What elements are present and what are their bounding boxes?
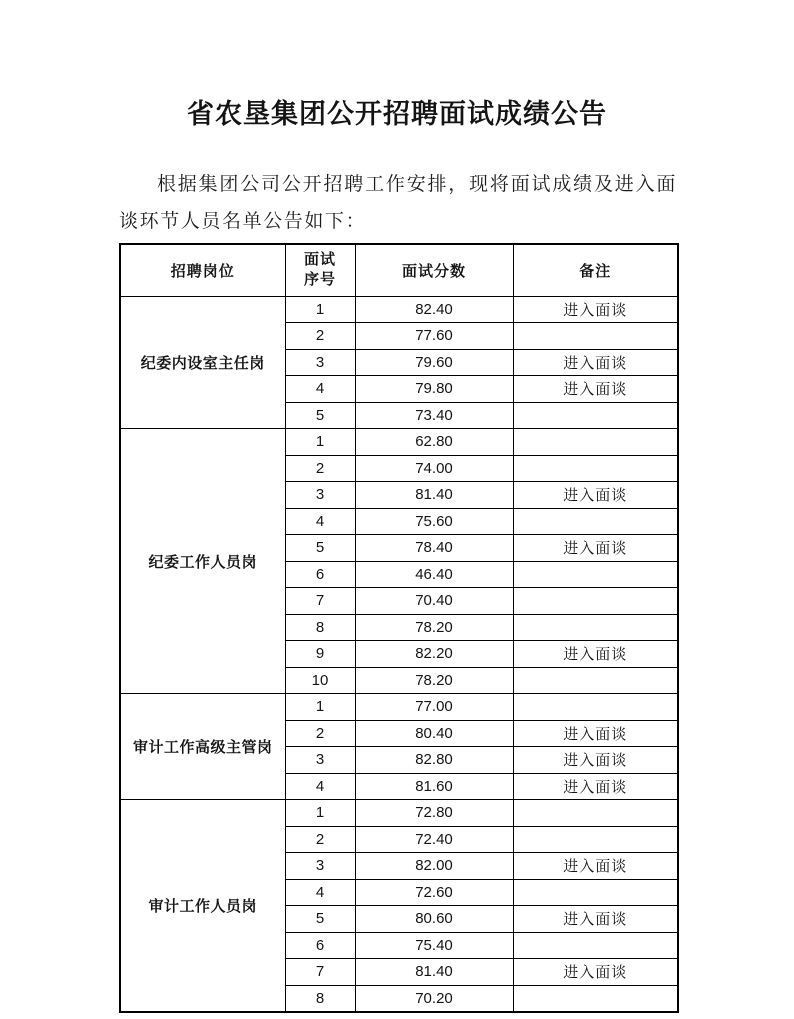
- seq-cell: 3: [285, 853, 355, 880]
- score-cell: 70.20: [355, 985, 513, 1012]
- score-cell: 77.60: [355, 323, 513, 350]
- seq-cell: 1: [285, 296, 355, 323]
- remark-cell: [513, 561, 678, 588]
- remark-cell: [513, 323, 678, 350]
- seq-cell: 8: [285, 985, 355, 1012]
- score-cell: 70.40: [355, 588, 513, 615]
- column-header-position-label: 招聘岗位: [170, 262, 235, 280]
- remark-cell: [513, 932, 678, 959]
- score-cell: 82.00: [355, 853, 513, 880]
- score-cell: 81.40: [355, 482, 513, 509]
- column-header-score-label: 面试分数: [401, 262, 466, 280]
- seq-cell: 8: [285, 614, 355, 641]
- table-row: [120, 429, 678, 456]
- score-cell: 82.80: [355, 747, 513, 774]
- column-header-seq: [285, 244, 355, 296]
- score-cell: 73.40: [355, 402, 513, 429]
- position-cell: 审计工作人员岗: [120, 800, 285, 1012]
- score-cell: 82.20: [355, 641, 513, 668]
- seq-cell: 10: [285, 667, 355, 694]
- score-cell: 80.40: [355, 720, 513, 747]
- score-cell: 72.40: [355, 826, 513, 853]
- seq-cell: 3: [285, 482, 355, 509]
- remark-cell: [513, 402, 678, 429]
- score-table: [119, 243, 679, 1013]
- seq-cell: 1: [285, 800, 355, 827]
- column-header-remark: [513, 244, 678, 296]
- remark-cell: 进入面谈: [513, 720, 678, 747]
- remark-cell: [513, 588, 678, 615]
- remark-cell: [513, 985, 678, 1012]
- remark-cell: 进入面谈: [513, 296, 678, 323]
- score-cell: 78.40: [355, 535, 513, 562]
- remark-cell: [513, 667, 678, 694]
- score-cell: 82.40: [355, 296, 513, 323]
- score-cell: 78.20: [355, 614, 513, 641]
- score-cell: 46.40: [355, 561, 513, 588]
- score-cell: 81.60: [355, 773, 513, 800]
- score-cell: 79.60: [355, 349, 513, 376]
- position-cell: 审计工作高级主管岗: [120, 694, 285, 800]
- remark-cell: 进入面谈: [513, 747, 678, 774]
- remark-cell: [513, 455, 678, 482]
- remark-cell: 进入面谈: [513, 773, 678, 800]
- remark-cell: [513, 614, 678, 641]
- score-table-body: [120, 296, 678, 1012]
- score-cell: 79.80: [355, 376, 513, 403]
- seq-cell: 6: [285, 932, 355, 959]
- remark-cell: 进入面谈: [513, 482, 678, 509]
- seq-cell: 7: [285, 959, 355, 986]
- remark-cell: 进入面谈: [513, 959, 678, 986]
- remark-cell: 进入面谈: [513, 906, 678, 933]
- seq-cell: 4: [285, 508, 355, 535]
- score-cell: 81.40: [355, 959, 513, 986]
- remark-cell: 进入面谈: [513, 535, 678, 562]
- remark-cell: 进入面谈: [513, 853, 678, 880]
- position-cell: 纪委内设室主任岗: [120, 296, 285, 429]
- intro-paragraph: 根据集团公司公开招聘工作安排，现将面试成绩及进入面谈环节人员名单公告如下：: [119, 174, 677, 232]
- seq-cell: 4: [285, 879, 355, 906]
- remark-cell: 进入面谈: [513, 641, 678, 668]
- seq-cell: 7: [285, 588, 355, 615]
- seq-cell: 2: [285, 455, 355, 482]
- seq-cell: 6: [285, 561, 355, 588]
- remark-cell: [513, 508, 678, 535]
- seq-cell: 3: [285, 349, 355, 376]
- table-row: [120, 694, 678, 721]
- table-row: [120, 800, 678, 827]
- seq-cell: 2: [285, 720, 355, 747]
- remark-cell: [513, 800, 678, 827]
- column-header-seq-label: 面试序号: [303, 251, 336, 289]
- seq-cell: 1: [285, 429, 355, 456]
- score-cell: 75.40: [355, 932, 513, 959]
- table-header-row: [120, 244, 678, 296]
- remark-cell: [513, 879, 678, 906]
- column-header-position: [120, 244, 285, 296]
- score-cell: 74.00: [355, 455, 513, 482]
- seq-cell: 2: [285, 323, 355, 350]
- position-cell: 纪委工作人员岗: [120, 429, 285, 694]
- remark-cell: 进入面谈: [513, 349, 678, 376]
- table-row: [120, 296, 678, 323]
- seq-cell: 5: [285, 906, 355, 933]
- score-cell: 75.60: [355, 508, 513, 535]
- column-header-score: [355, 244, 513, 296]
- seq-cell: 4: [285, 376, 355, 403]
- remark-cell: 进入面谈: [513, 376, 678, 403]
- remark-cell: [513, 694, 678, 721]
- seq-cell: 5: [285, 402, 355, 429]
- score-cell: 72.60: [355, 879, 513, 906]
- score-cell: 77.00: [355, 694, 513, 721]
- seq-cell: 3: [285, 747, 355, 774]
- remark-cell: [513, 429, 678, 456]
- score-cell: 80.60: [355, 906, 513, 933]
- score-cell: 78.20: [355, 667, 513, 694]
- score-cell: 62.80: [355, 429, 513, 456]
- remark-cell: [513, 826, 678, 853]
- seq-cell: 2: [285, 826, 355, 853]
- column-header-remark-label: 备注: [579, 262, 612, 280]
- score-cell: 72.80: [355, 800, 513, 827]
- seq-cell: 9: [285, 641, 355, 668]
- seq-cell: 5: [285, 535, 355, 562]
- seq-cell: 4: [285, 773, 355, 800]
- document-title: 省农垦集团公开招聘面试成绩公告: [187, 99, 607, 129]
- seq-cell: 1: [285, 694, 355, 721]
